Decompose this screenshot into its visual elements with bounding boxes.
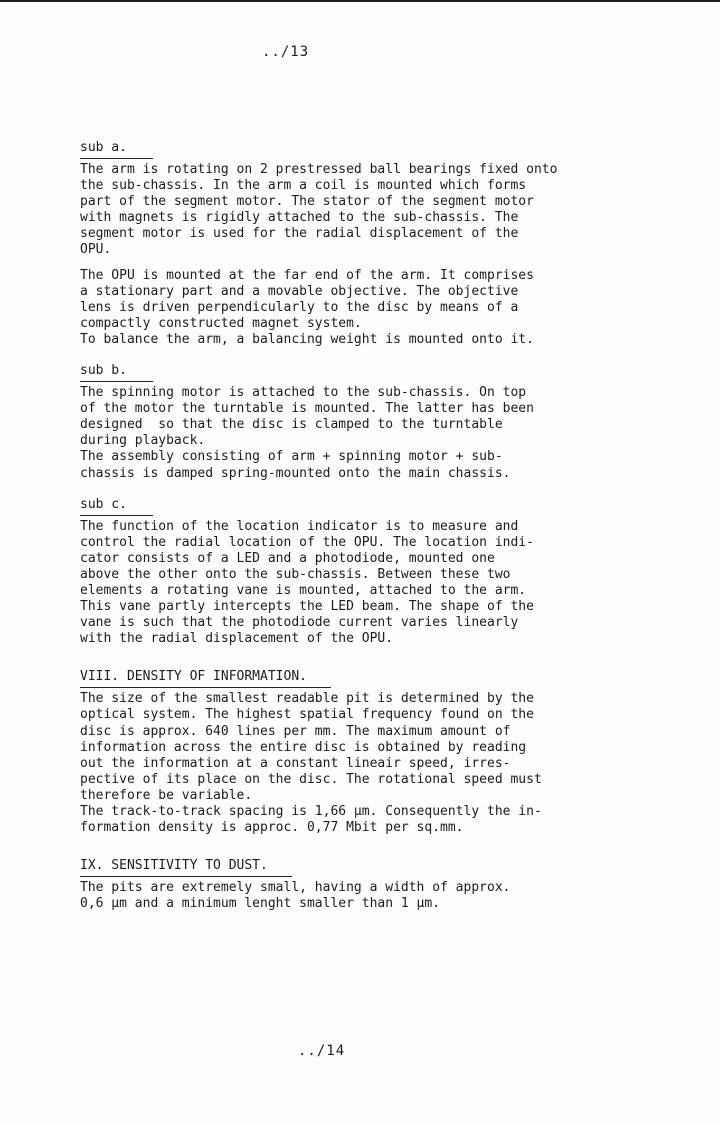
paragraph [80, 268, 680, 348]
section [80, 665, 680, 836]
text-line: compactly constructed magnet system. [80, 315, 362, 331]
text-line: The OPU is mounted at the far end of the arm. It comprises [80, 267, 534, 283]
text-line: segment motor is used for the radial displacement of the [80, 226, 519, 242]
text-line: The arm is rotating on 2 prestressed ball bearings fixed onto [80, 162, 558, 177]
text-line: information across the entire disc is obtained by reading [80, 739, 527, 755]
section [80, 359, 680, 482]
paragraph [80, 691, 680, 836]
paragraph [80, 385, 680, 482]
text-line: The spinning motor is attached to the sub-chassis. On top [80, 385, 527, 401]
text-line: The function of the location indicator is to measure and [80, 518, 519, 534]
text-line: with the radial displacement of the OPU. [80, 631, 394, 647]
text-line: control the radial location of the OPU. The location indi- [80, 534, 534, 550]
text-line: formation density is approc. 0,77 Mbit per sq.mm. [80, 820, 464, 836]
text-line: during playback. [80, 433, 206, 449]
text-line: of the motor the turntable is mounted. The latter has been [80, 401, 534, 417]
section-heading: sub c. [80, 497, 153, 516]
page-top-edge [0, 0, 720, 2]
text-line: a stationary part and a movable objective. The objective [80, 283, 519, 299]
text-line: cator consists of a LED and a photodiode, mounted one [80, 550, 495, 566]
document-body [80, 136, 680, 912]
section-heading: sub b. [80, 363, 153, 382]
text-line: elements a rotating vane is mounted, attached to the arm. [80, 582, 527, 598]
text-line: designed so that the disc is clamped to the turntable [80, 417, 503, 433]
text-line: part of the segment motor. The stator of the segment motor [80, 194, 534, 210]
text-line: The assembly consisting of arm + spinning motor + sub- [80, 449, 503, 465]
text-line: vane is such that the photodiode current varies linearly [80, 615, 519, 631]
section [80, 136, 680, 348]
text-line: above the other onto the sub-chassis. Between these two [80, 566, 511, 582]
page-reference-bottom: ../14 [298, 1043, 346, 1059]
section-heading: sub a. [80, 140, 153, 159]
text-line: the sub-chassis. In the arm a coil is mounted which forms [80, 178, 527, 194]
text-line: out the information at a constant lineair speed, irres- [80, 755, 511, 771]
text-line: OPU. [80, 242, 112, 258]
section [80, 854, 680, 912]
section [80, 493, 680, 648]
text-line: The size of the smallest readable pit is determined by the [80, 691, 534, 707]
paragraph [80, 162, 680, 259]
section-heading: VIII. DENSITY OF INFORMATION. [80, 669, 331, 688]
text-line: This vane partly intercepts the LED beam. The shape of the [80, 599, 534, 615]
paragraph [80, 519, 680, 648]
page-reference-top: ../13 [262, 44, 310, 60]
paragraph [80, 880, 680, 912]
text-line: 0,6 μm and a minimum lenght smaller than 1 μm. [80, 896, 441, 912]
text-line: The pits are extremely small, having a width of approx. [80, 880, 511, 896]
text-line: optical system. The highest spatial frequency found on the [80, 707, 534, 723]
text-line: pective of its place on the disc. The rotational speed must [80, 771, 542, 787]
text-line: therefore be variable. [80, 787, 253, 803]
text-line: The track-to-track spacing is 1,66 μm. Consequently the in- [80, 804, 542, 819]
section-heading: IX. SENSITIVITY TO DUST. [80, 858, 292, 877]
text-line: lens is driven perpendicularly to the disc by means of a [80, 299, 519, 315]
text-line: with magnets is rigidly attached to the sub-chassis. The [80, 210, 519, 226]
text-line: To balance the arm, a balancing weight is mounted onto it. [80, 331, 534, 347]
text-line: chassis is damped spring-mounted onto the main chassis. [80, 465, 511, 481]
text-line: disc is approx. 640 lines per mm. The maximum amount of [80, 723, 511, 739]
